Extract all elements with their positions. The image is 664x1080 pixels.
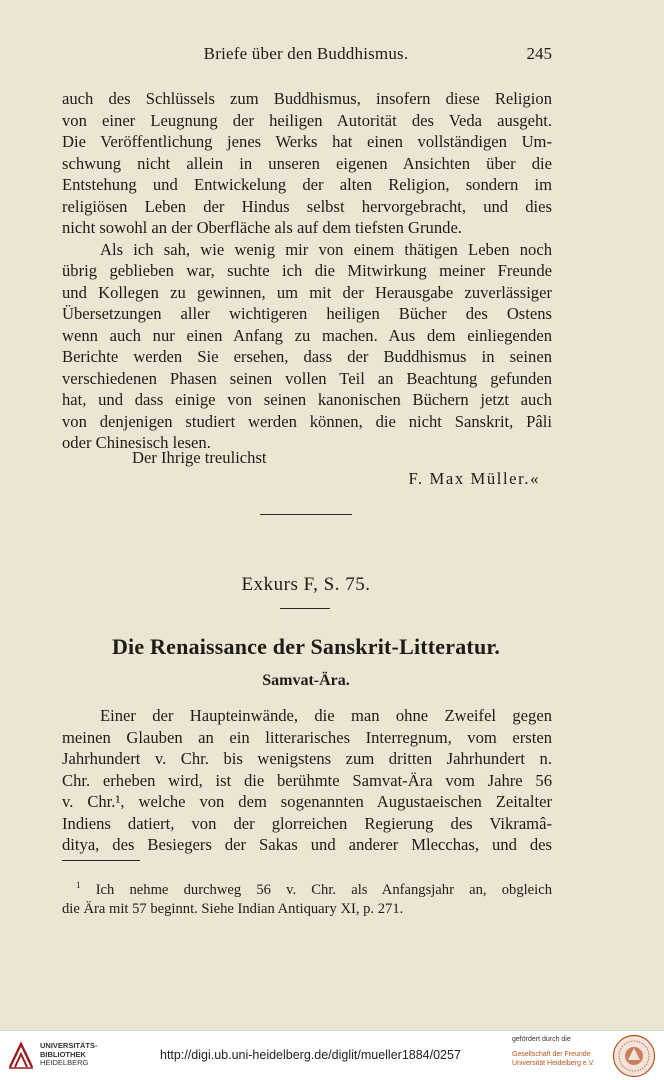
text-line: v. Chr.¹, welche von dem sogenannten Augustaeischen Zeitalter [62, 792, 552, 811]
footnote-line-1 [62, 876, 552, 900]
running-head [60, 44, 552, 72]
library-name-line: HEIDELBERG [40, 1058, 89, 1067]
sponsor-intro: gefördert durch die [512, 1036, 571, 1043]
running-title: Briefe über den Buddhismus. [203, 44, 409, 63]
text-line: religiösen Leben der Hindus selbst hervorgebracht, und dies [62, 196, 552, 216]
footnote-line-2: die Ära mit 57 beginnt. Siehe Indian Antiquary XI, p. 271. [62, 900, 404, 917]
letter-paragraph-2 [62, 239, 552, 454]
sponsor-credit [512, 1035, 595, 1068]
excursus-heading: Exkurs F, S. 75. [241, 574, 371, 595]
letter-closing: Der Ihrige treulichst [132, 448, 267, 467]
text-line: nicht sowohl an der Oberfläche als auf dem tiefsten Grunde. [62, 218, 462, 237]
text-line: Indiens datiert, von der glorreichen Regierung des Vikramâ- [62, 813, 552, 833]
text-line: Chr. erheben wird, ist die berühmte Samvat-Ära vom Jahre 56 [62, 770, 552, 790]
library-name [40, 1042, 98, 1068]
footnote-text: Ich nehme durchweg 56 v. Chr. als Anfangsjahr an, obgleich [95, 881, 552, 898]
page-number: 245 [526, 44, 552, 63]
text-line: Jahrhundert v. Chr. bis wenigstens zum dritten Jahrhundert n. [62, 749, 552, 768]
sponsor-name: Gesellschaft der Freunde [512, 1051, 591, 1058]
footnote-divider [62, 860, 140, 861]
text-line: von denjenigen studiert werden können, die nicht Sanskrit, Pâli [62, 411, 552, 431]
text-line: Als ich sah, wie wenig mir von einem thätigen Leben noch [100, 239, 552, 259]
heading-divider [280, 608, 330, 609]
text-line: Entstehung und Entwickelung der alten Religion, sondern im [62, 175, 552, 194]
text-line: übrig geblieben war, suchte ich die Mitwirkung meiner Freunde [62, 261, 552, 280]
chapter-title: Die Renaissance der Sanskrit-Litteratur. [111, 634, 501, 659]
library-name-line: BIBLIOTHEK [40, 1049, 86, 1059]
text-line: und Kollegen zu gewinnen, um mit der Herausgabe zuverlässiger [62, 282, 552, 302]
text-line: oder Chinesisch lesen. [62, 433, 211, 452]
permalink-url[interactable]: http://digi.ub.uni-heidelberg.de/diglit/mueller1884/0257 [160, 1048, 461, 1062]
letter-paragraph-1 [62, 88, 552, 239]
text-line: wenn auch nur einen Anfang zu machen. Aus dem einliegenden [62, 325, 552, 345]
text-line: meinen Glauben an ein litterarisches Interregnum, vom ersten [62, 727, 552, 747]
society-seal-icon [612, 1034, 656, 1078]
text-line: auch des Schlüssels zum Buddhismus, insofern diese Religion [62, 89, 552, 108]
text-line: Übersetzungen aller wichtigeren heiligen Bücher des Ostens [62, 304, 552, 323]
footnote-marker: 1 [76, 880, 81, 890]
text-line: Einer der Haupteinwände, die man ohne Zweifel gegen [100, 706, 552, 725]
library-name-line: UNIVERSITÄTS- [40, 1041, 98, 1050]
text-line: Die Veröffentlichung jenes Werks hat einen vollständigen Um- [62, 132, 552, 151]
section-title: Samvat-Ära. [262, 672, 350, 689]
sponsor-name: Universität Heidelberg e.V. [512, 1060, 595, 1067]
text-line: schwung nicht allein in unseren eigenen Ansichten über die [62, 153, 552, 173]
text-line: von einer Leugnung der heiligen Autorität des Veda ausgeht. [62, 110, 552, 130]
viewer-footer [0, 1030, 664, 1080]
excursus-paragraph [62, 705, 552, 856]
text-line: verschiedenen Phasen seinen vollen Teil an Beachtung gefunden [62, 368, 552, 388]
section-divider [260, 514, 352, 515]
text-line: hat, und dass einige von seinen kanonischen Büchern jetzt auch [62, 390, 552, 409]
footnote [62, 876, 552, 919]
text-line: Berichte werden Sie ersehen, dass der Buddhismus in seinen [62, 347, 552, 366]
university-library-logo-icon [7, 1040, 35, 1070]
text-line: ditya, des Besiegers der Sakas und anderer Mlecchas, und des [62, 835, 552, 854]
letter-signature: F. Max Müller.« [408, 469, 540, 488]
